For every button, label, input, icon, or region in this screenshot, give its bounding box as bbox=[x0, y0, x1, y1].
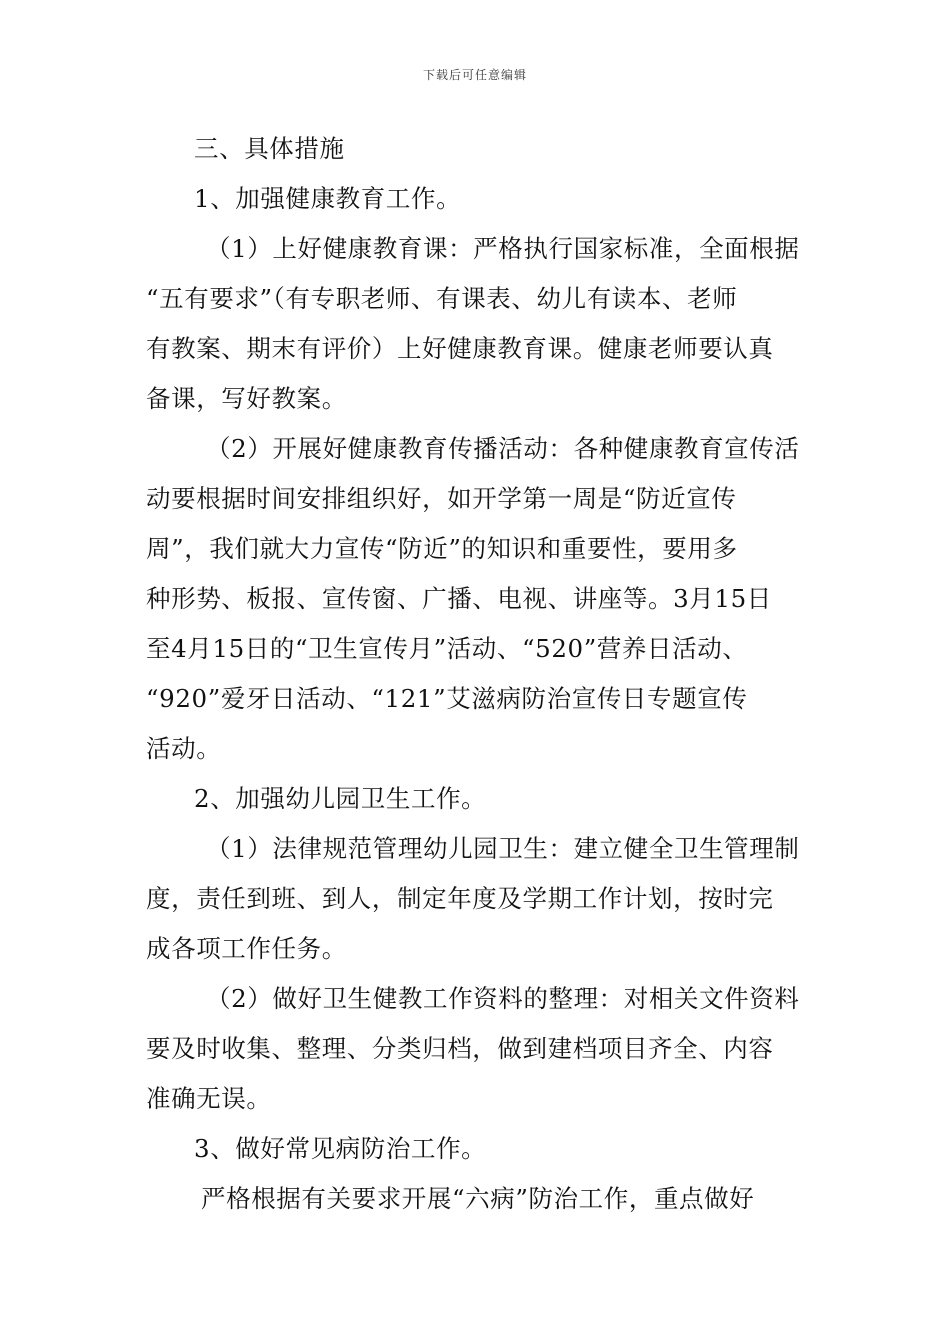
paragraph-line: 度，责任到班、到人，制定年度及学期工作计划，按时完 bbox=[146, 884, 774, 913]
paragraph-line: （1）法律规范管理幼儿园卫生：建立健全卫生管理制 bbox=[206, 834, 800, 863]
paragraph-line: 至4月15日的“卫生宣传月”活动、“520”营养日活动、 bbox=[146, 634, 748, 663]
paragraph-line: 成各项工作任务。 bbox=[146, 934, 347, 963]
paragraph-line: 动要根据时间安排组织好，如开学第一周是“防近宣传 bbox=[146, 484, 737, 513]
paragraph-line: 种形势、板报、宣传窗、广播、电视、讲座等。3月15日 bbox=[146, 584, 772, 613]
paragraph-line: （2）开展好健康教育传播活动：各种健康教育宣传活 bbox=[206, 434, 800, 463]
paragraph-line: （1）上好健康教育课：严格执行国家标准，全面根据 bbox=[206, 234, 800, 263]
subsection-heading: 2、加强幼儿园卫生工作。 bbox=[194, 784, 487, 813]
paragraph-line: （2）做好卫生健教工作资料的整理：对相关文件资料 bbox=[206, 984, 800, 1013]
paragraph-line: 活动。 bbox=[146, 734, 222, 763]
paragraph-line: “920”爱牙日活动、“121”艾滋病防治宣传日专题宣传 bbox=[146, 684, 748, 713]
paragraph-line: 要及时收集、整理、分类归档，做到建档项目齐全、内容 bbox=[146, 1034, 774, 1063]
paragraph-line: 严格根据有关要求开展“六病”防治工作，重点做好 bbox=[201, 1184, 755, 1213]
paragraph-line: 准确无误。 bbox=[146, 1084, 272, 1113]
subsection-heading: 1、加强健康教育工作。 bbox=[194, 184, 462, 213]
page-header-note: 下载后可任意编辑 bbox=[422, 68, 527, 82]
paragraph-line: 备课，写好教案。 bbox=[146, 384, 347, 413]
section-heading: 三、具体措施 bbox=[194, 134, 345, 163]
subsection-heading: 3、做好常见病防治工作。 bbox=[194, 1134, 487, 1163]
paragraph-line: “五有要求”（有专职老师、有课表、幼儿有读本、老师 bbox=[146, 284, 738, 313]
paragraph-line: 周”，我们就大力宣传“防近”的知识和重要性，要用多 bbox=[146, 534, 738, 563]
paragraph-line: 有教案、期末有评价）上好健康教育课。健康老师要认真 bbox=[146, 334, 774, 363]
